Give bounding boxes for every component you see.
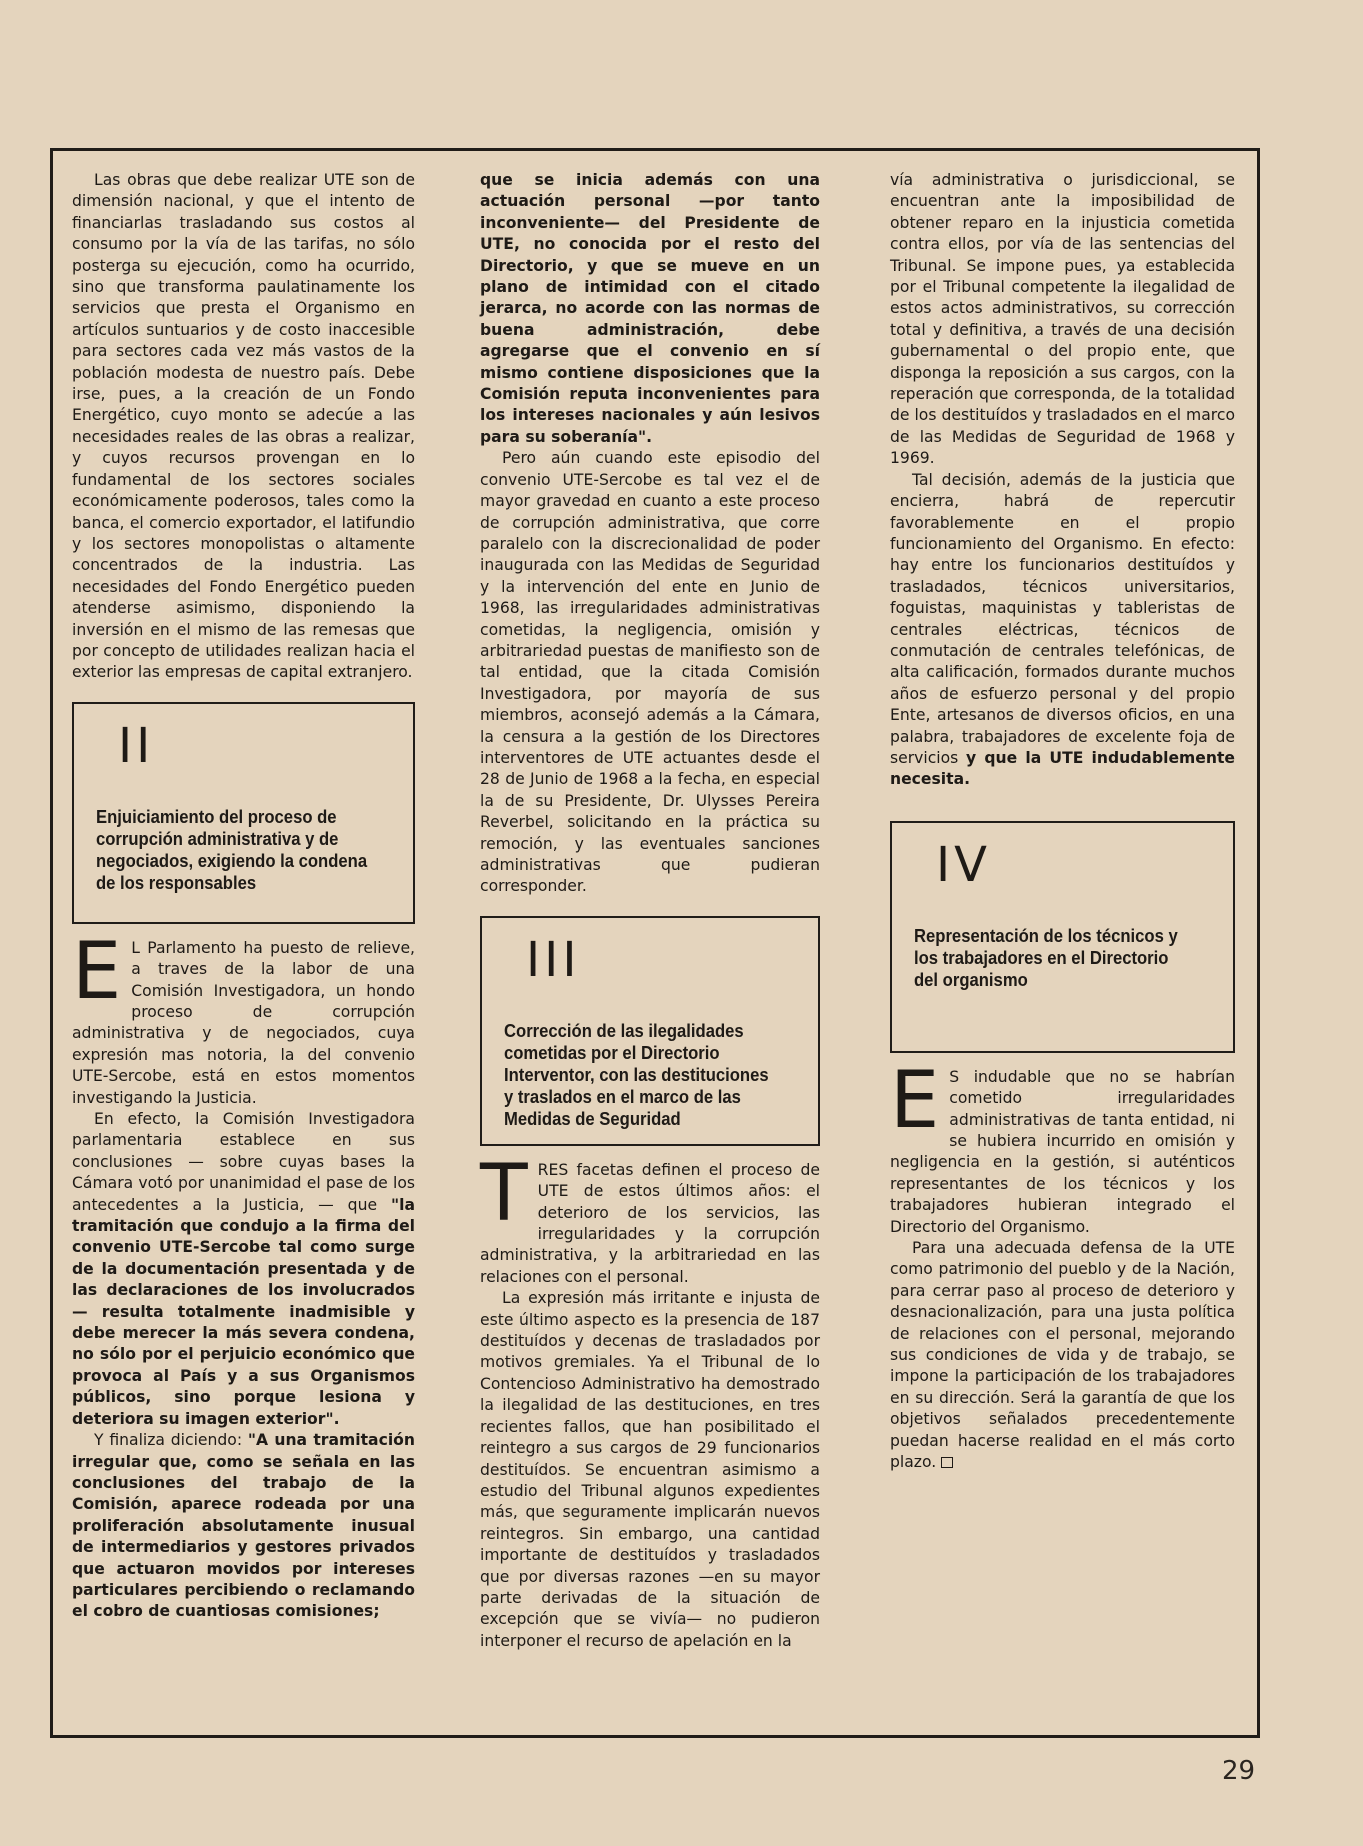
quote-bold: que se inicia además con una actuación personal —por tanto inconveniente— del Presidente de UTE, no conocida por el resto del Directorio, y que se mueve en un plano de intimidad con el citado jerarca, no acorde con las normas de buena administración, debe agregarse que el convenio en sí mismo contiene disposiciones que la Comisión reputa inconvenientes para los intereses nacionales y aún lesivos para su soberanía". — [480, 171, 820, 446]
section-3-box — [480, 916, 820, 1146]
dropcap-letter: E — [890, 1055, 940, 1146]
section-4-body — [890, 1055, 1235, 1238]
section-4-title: Representación de los técnicos y los trabajadores en el Directorio del organismo — [914, 924, 1178, 990]
dropcap-paragraph: RES facetas definen el proceso de UTE de estos últimos años: el deterioro de los servicios, las irregularidades y la corrupción administrativa, y la arbitrariedad en las relaciones con el personal. — [480, 1160, 820, 1286]
paragraph — [72, 1430, 415, 1623]
section-4-numeral: IV — [936, 836, 991, 893]
dropcap-paragraph: S indudable que no se habrían cometido irregularidades administrativas de tanta entidad, ni se hubiera incurrido en omisión y negligencia en la gestión, si auténticos representantes de los técnicos y los trabajadores hubieran integrado el Directorio del Organismo. — [890, 1067, 1235, 1236]
section-3-numeral: III — [526, 931, 581, 988]
quote-bold: "la tramitación que condujo a la firma del convenio UTE-Sercobe tal como surge de la documentación presentada y de las declaraciones de los involucrados — resulta totalmente inadmisible y debe merecer la más severa condena, no sólo por el perjuicio económico que provoca al País y a sus Organismos públicos, sino porque lesiona y deteriora su imagen exterior". — [72, 1195, 415, 1428]
intro-paragraph: Las obras que debe realizar UTE son de dimensión nacional, y que el intento de financiarlas trasladando sus costos al consumo por la vía de las tarifas, no sólo posterga su ejecución, como ha ocurrido, sino que transforma paulatinamente los servicios que presta el Organismo en artículos suntuarios y de costo inaccesible para sectores cada vez más vastos de la población modesta de nuestro país. Debe irse, pues, a la creación de un Fondo Energético, cuyo monto se adecúe a las necesidades reales de las obras a realizar, y cuyos recursos provengan en lo fundamental de los sectores sociales económicamente poderosos, tales como la banca, el comercio exportador, el latifundio y los sectores monopolistas o altamente concentrados de la industria. Las necesidades del Fondo Energético pueden atenderse asimismo, disponiendo la inversión en el mismo de las remesas que por concepto de utilidades realizan hacia el exterior las empresas de capital extranjero. — [72, 171, 415, 682]
section-3-title: Corrección de las ilegalidades cometidas por el Directorio Interventor, con las destituciones y traslados en el marco de las Medidas de Seguridad — [504, 1019, 769, 1129]
section-4-box — [890, 821, 1235, 1053]
paragraph — [890, 470, 1235, 791]
paragraph-text: Para una adecuada defensa de la UTE como patrimonio del pueblo y de la Nación, para cerrar paso al proceso de deterioro y desnacionalización, para una justa política de relaciones con el personal, mejorando sus condiciones de vida y de trabajo, se impone la participación de los trabajadores en su dirección. Será la garantía de que los objetivos señalados precedentemente puedan hacerse realidad en el más corto plazo. — [890, 1239, 1235, 1472]
paragraph-text: En efecto, la Comisión Investigadora parlamentaria establece en sus conclusiones — sobre cuyas bases la Cámara votó por unanimidad el pase de los antecedentes a la Justicia, — que — [72, 1110, 415, 1214]
dropcap-paragraph: L Parlamento ha puesto de relieve, a traves de la labor de una Comisión Investigadora, un hondo proceso de corrupción administrativa y de negociados, cuya expresión mas notoria, la del convenio UTE-Sercobe, está en estos momentos investigando la Justicia. — [72, 938, 415, 1107]
dropcap-letter: E — [72, 926, 122, 1017]
end-mark-icon — [941, 1457, 953, 1468]
paragraph-text: Y finaliza diciendo: — [94, 1431, 243, 1450]
section-3-body — [480, 1148, 820, 1288]
paragraph — [890, 1238, 1235, 1473]
page-number: 29 — [1222, 1756, 1256, 1786]
paragraph — [72, 1109, 415, 1430]
column-2 — [480, 170, 820, 1652]
paragraph: Pero aún cuando este episodio del convenio UTE-Sercobe es tal vez el de mayor gravedad en cuanto a este proceso de corrupción administrativa, que corre paralelo con la discrecionalidad de poder inaugurada con las Medidas de Seguridad y la intervención del ente en Junio de 1968, las irregularidades administrativas cometidas, la negligencia, omisión y arbitrariedad puestas de manifiesto son de tal entidad, que la citada Comisión Investigadora, por mayoría de sus miembros, aconsejó además a la Cámara, la censura a la gestión de los Directores interventores de UTE actuantes desde el 28 de Junio de 1968 a la fecha, en especial la de su Presidente, Dr. Ulysses Pereira Reverbel, solicitando en la práctica su remoción, y las eventuales sanciones administrativas que pudieran corresponder. — [480, 449, 820, 896]
section-2-box — [72, 702, 415, 924]
column-1 — [72, 170, 415, 1623]
bold-text: y que la UTE indudablemente necesita. — [890, 748, 1235, 789]
section-2-body — [72, 926, 415, 1109]
paragraph-text: Tal decisión, además de la justicia que encierra, habrá de repercutir favorablemente en el propio funcionamiento del Organismo. En efecto: hay entre los funcionarios destituídos y trasladados, técnicos universitarios, foguistas, maquinistas y tableristas de centrales eléctricas, técnicos de conmutación de centrales telefónicas, de alta calificación, formados durante muchos años de esfuerzo personal y del propio Ente, artesanos de diversos oficios, en una palabra, trabajadores de excelente foja de servicios — [890, 470, 1235, 767]
quote-continuation — [480, 170, 820, 448]
paragraph: La expresión más irritante e injusta de este último aspecto es la presencia de 187 destituídos y decenas de trasladados por motivos gremiales. Ya el Tribunal de lo Contencioso Administrativo ha demostrado la ilegalidad de las destituciones, en tres recientes fallos, que han posibilitado el reintegro a sus cargos de 29 funcionarios destituídos. Se encuentran asimismo a estudio del Tribunal algunos expedientes más, que seguramente implicarán nuevos reintegros. Sin embargo, una cantidad importante de destituídos y trasladados que por diversas razones —en su mayor parte derivadas de la situación de excepción que se vivía— no pudieron interponer el recurso de apelación en la — [480, 1289, 820, 1650]
dropcap-letter: T — [480, 1148, 528, 1239]
column-3 — [890, 170, 1235, 1474]
section-2-title: Enjuiciamiento del proceso de corrupción administrativa y de negociados, exigiendo la condena de los responsables — [96, 805, 368, 893]
quote-bold: "A una tramitación irregular que, como se señala en las conclusiones del trabajo de la Comisión, aparece rodeada por una proliferación absolutamente inusual de intermediarios y gestores privados que actuaron movidos por intereses particulares percibiendo o reclamando el cobro de cuantiosas comisiones; — [72, 1431, 415, 1621]
paragraph-continuation: vía administrativa o jurisdiccional, se encuentran ante la imposibilidad de obtener reparo en la injusticia cometida contra ellos, por vía de las sentencias del Tribunal. Se impone pues, ya establecida por el Tribunal competente la ilegalidad de estos actos administrativos, su corrección total y definitiva, a través de una decisión gubernamental o del propio ente, que disponga la reposición a sus cargos, con la reperación que corresponda, de la totalidad de los destituídos y trasladados en el marco de las Medidas de Seguridad de 1968 y 1969. — [890, 171, 1235, 468]
section-2-numeral: II — [118, 717, 155, 774]
